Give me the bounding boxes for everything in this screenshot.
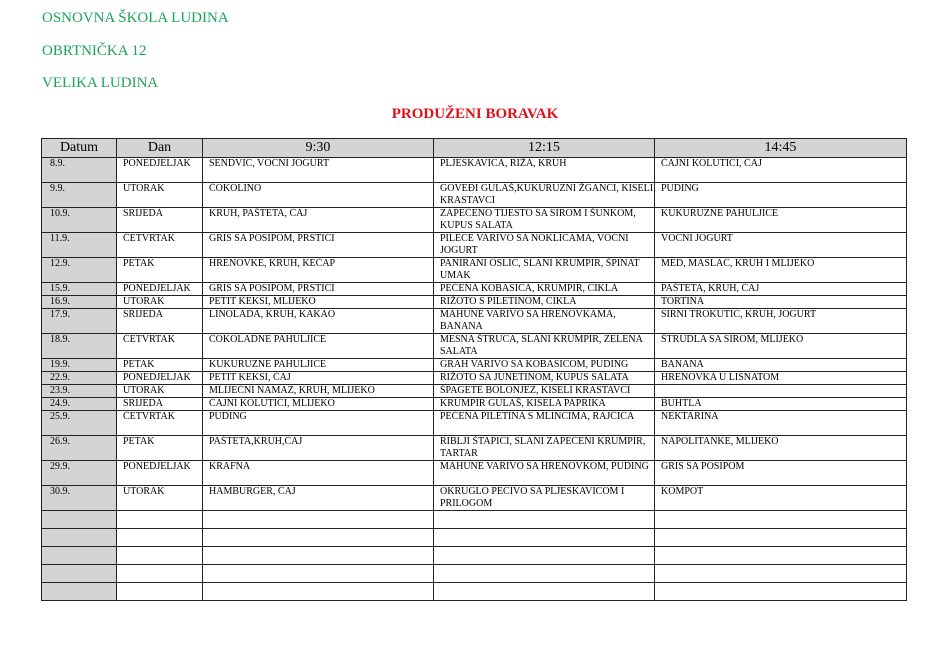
- column-header-day: Dan: [117, 139, 203, 158]
- table-row: [42, 233, 907, 258]
- day-cell: UTORAK: [117, 296, 203, 309]
- meal-1445-cell: SIRNI TROKUTIĆ, KRUH, JOGURT: [655, 309, 907, 334]
- meal-0930-cell: PETIT KEKSI, MLIJEKO: [203, 296, 434, 309]
- meal-1215-cell: [434, 547, 655, 565]
- meal-1215-cell: [434, 565, 655, 583]
- table-row: [42, 547, 907, 565]
- date-cell: 19.9.: [42, 359, 117, 372]
- table-row: [42, 411, 907, 436]
- meal-0930-cell: GRIS SA POSIPOM, PRSTIĆI: [203, 233, 434, 258]
- meal-1215-cell: PLJESKAVICA, RIŽA, KRUH: [434, 158, 655, 183]
- column-header-1215: 12:15: [434, 139, 655, 158]
- table-row: [42, 359, 907, 372]
- meal-1445-cell: TORTINA: [655, 296, 907, 309]
- day-cell: [117, 529, 203, 547]
- date-cell: [42, 547, 117, 565]
- meal-0930-cell: PUDING: [203, 411, 434, 436]
- date-cell: [42, 511, 117, 529]
- meal-1445-cell: HRENOVKA U LISNATOM: [655, 372, 907, 385]
- menu-table-body: [42, 158, 907, 601]
- meal-1215-cell: PEČENA PILETINA S MLINCIMA, RAJČICA: [434, 411, 655, 436]
- meal-1215-cell: MAHUNE VARIVO SA HRENOVKOM, PUDING: [434, 461, 655, 486]
- meal-0930-cell: [203, 529, 434, 547]
- date-cell: 17.9.: [42, 309, 117, 334]
- table-row: [42, 334, 907, 359]
- meal-0930-cell: ČAJNI KOLUTIĆI, MLIJEKO: [203, 398, 434, 411]
- table-row: [42, 283, 907, 296]
- meal-0930-cell: KRUH, PAŠTETA, ČAJ: [203, 208, 434, 233]
- table-row: [42, 258, 907, 283]
- meal-0930-cell: [203, 547, 434, 565]
- meal-0930-cell: [203, 565, 434, 583]
- table-row: [42, 296, 907, 309]
- meal-0930-cell: [203, 583, 434, 601]
- date-cell: [42, 565, 117, 583]
- meal-1215-cell: MESNA ŠTRUCA, SLANI KRUMPIR, ZELENA SALATA: [434, 334, 655, 359]
- date-cell: [42, 583, 117, 601]
- day-cell: PONEDJELJAK: [117, 461, 203, 486]
- meal-1445-cell: KOMPOT: [655, 486, 907, 511]
- meal-1445-cell: NEKTARINA: [655, 411, 907, 436]
- date-cell: 8.9.: [42, 158, 117, 183]
- day-cell: [117, 511, 203, 529]
- table-row: [42, 436, 907, 461]
- table-row: [42, 372, 907, 385]
- menu-table: [41, 138, 907, 601]
- date-cell: 18.9.: [42, 334, 117, 359]
- day-cell: SRIJEDA: [117, 309, 203, 334]
- column-header-1445: 14:45: [655, 139, 907, 158]
- day-cell: ČETVRTAK: [117, 334, 203, 359]
- meal-0930-cell: PAŠTETA,KRUH,ČAJ: [203, 436, 434, 461]
- meal-0930-cell: HAMBURGER, ČAJ: [203, 486, 434, 511]
- day-cell: PONEDJELJAK: [117, 283, 203, 296]
- meal-1445-cell: [655, 565, 907, 583]
- meal-1445-cell: MED, MASLAC, KRUH I MLIJEKO: [655, 258, 907, 283]
- date-cell: 26.9.: [42, 436, 117, 461]
- date-cell: 30.9.: [42, 486, 117, 511]
- column-header-0930: 9:30: [203, 139, 434, 158]
- date-cell: 11.9.: [42, 233, 117, 258]
- meal-1215-cell: ZAPEČENO TIJESTO SA SIROM I ŠUNKOM, KUPUS SALATA: [434, 208, 655, 233]
- meal-1215-cell: RIŽOTO S PILETINOM, CIKLA: [434, 296, 655, 309]
- day-cell: PETAK: [117, 436, 203, 461]
- meal-0930-cell: ČOKOLINO: [203, 183, 434, 208]
- meal-1445-cell: PUDING: [655, 183, 907, 208]
- meal-1215-cell: GRAH VARIVO SA KOBASICOM, PUDING: [434, 359, 655, 372]
- meal-1215-cell: KRUMPIR GULAŠ, KISELA PAPRIKA: [434, 398, 655, 411]
- school-city: VELIKA LUDINA: [42, 75, 159, 91]
- date-cell: 15.9.: [42, 283, 117, 296]
- day-cell: UTORAK: [117, 183, 203, 208]
- meal-1215-cell: MAHUNE VARIVO SA HRENOVKAMA, BANANA: [434, 309, 655, 334]
- meal-1215-cell: PANIRANI OSLIĆ, SLANI KRUMPIR, ŠPINAT UMAK: [434, 258, 655, 283]
- meal-0930-cell: MLIJEČNI NAMAZ, KRUH, MLIJEKO: [203, 385, 434, 398]
- meal-1215-cell: RIBLJI ŠTAPIĆI, SLANI ZAPEČENI KRUMPIR, TARTAR: [434, 436, 655, 461]
- meal-0930-cell: PETIT KEKSI, ČAJ: [203, 372, 434, 385]
- table-row: [42, 461, 907, 486]
- meal-1215-cell: [434, 583, 655, 601]
- meal-1445-cell: [655, 583, 907, 601]
- meal-1445-cell: VOĆNI JOGURT: [655, 233, 907, 258]
- meal-1445-cell: [655, 529, 907, 547]
- table-row: [42, 583, 907, 601]
- meal-1215-cell: RIŽOTO SA JUNETINOM, KUPUS SALATA: [434, 372, 655, 385]
- day-cell: PETAK: [117, 258, 203, 283]
- meal-0930-cell: ČOKOLADNE PAHULJICE: [203, 334, 434, 359]
- day-cell: ČETVRTAK: [117, 411, 203, 436]
- day-cell: PONEDJELJAK: [117, 158, 203, 183]
- date-cell: 10.9.: [42, 208, 117, 233]
- date-cell: [42, 529, 117, 547]
- school-name: OSNOVNA ŠKOLA LUDINA: [42, 10, 229, 26]
- table-row: [42, 529, 907, 547]
- day-cell: SRIJEDA: [117, 398, 203, 411]
- date-cell: 29.9.: [42, 461, 117, 486]
- day-cell: ČETVRTAK: [117, 233, 203, 258]
- date-cell: 9.9.: [42, 183, 117, 208]
- table-row: [42, 398, 907, 411]
- meal-1215-cell: [434, 529, 655, 547]
- table-row: [42, 385, 907, 398]
- table-row: [42, 183, 907, 208]
- meal-0930-cell: LINOLADA, KRUH, KAKAO: [203, 309, 434, 334]
- meal-0930-cell: HRENOVKE, KRUH, KEČAP: [203, 258, 434, 283]
- meal-1445-cell: KUKURUZNE PAHULJICE: [655, 208, 907, 233]
- meal-1215-cell: PEČENA KOBASICA, KRUMPIR, CIKLA: [434, 283, 655, 296]
- meal-1445-cell: NAPOLITANKE, MLIJEKO: [655, 436, 907, 461]
- table-row: [42, 565, 907, 583]
- day-cell: PETAK: [117, 359, 203, 372]
- meal-1445-cell: BANANA: [655, 359, 907, 372]
- table-row: [42, 208, 907, 233]
- day-cell: PONEDJELJAK: [117, 372, 203, 385]
- date-cell: 12.9.: [42, 258, 117, 283]
- meal-1215-cell: GOVEĐI GULAŠ,KUKURUZNI ŽGANCI, KISELI KRASTAVCI: [434, 183, 655, 208]
- meal-0930-cell: SENDVIČ, VOĆNI JOGURT: [203, 158, 434, 183]
- document-title: PRODUŽENI BORAVAK: [391, 106, 559, 122]
- day-cell: UTORAK: [117, 385, 203, 398]
- column-header-date: Datum: [42, 139, 117, 158]
- meal-1445-cell: [655, 385, 907, 398]
- table-row: [42, 309, 907, 334]
- day-cell: [117, 547, 203, 565]
- meal-1445-cell: PAŠTETA, KRUH, ČAJ: [655, 283, 907, 296]
- meal-1445-cell: BUHTLA: [655, 398, 907, 411]
- date-cell: 16.9.: [42, 296, 117, 309]
- school-street: OBRTNIČKA 12: [42, 43, 147, 59]
- day-cell: SRIJEDA: [117, 208, 203, 233]
- table-header-row: [42, 139, 907, 158]
- date-cell: 22.9.: [42, 372, 117, 385]
- meal-1215-cell: OKRUGLO PECIVO SA PLJESKAVICOM I PRILOGOM: [434, 486, 655, 511]
- meal-1445-cell: ČAJNI KOLUTIĆI, ČAJ: [655, 158, 907, 183]
- date-cell: 23.9.: [42, 385, 117, 398]
- table-row: [42, 511, 907, 529]
- meal-0930-cell: [203, 511, 434, 529]
- table-row: [42, 158, 907, 183]
- day-cell: [117, 565, 203, 583]
- meal-1215-cell: [434, 511, 655, 529]
- date-cell: 25.9.: [42, 411, 117, 436]
- day-cell: UTORAK: [117, 486, 203, 511]
- table-row: [42, 486, 907, 511]
- meal-0930-cell: KUKURUZNE PAHULJICE: [203, 359, 434, 372]
- meal-1445-cell: [655, 511, 907, 529]
- meal-0930-cell: GRIS SA POSIPOM, PRSTIĆI: [203, 283, 434, 296]
- date-cell: 24.9.: [42, 398, 117, 411]
- meal-1215-cell: ŠPAGETE BOLONJEZ, KISELI KRASTAVCI: [434, 385, 655, 398]
- meal-0930-cell: KRAFNA: [203, 461, 434, 486]
- day-cell: [117, 583, 203, 601]
- meal-1445-cell: [655, 547, 907, 565]
- meal-1445-cell: GRIS SA POSIPOM: [655, 461, 907, 486]
- meal-1215-cell: PILEĆE VARIVO SA NOKLICAMA, VOĆNI JOGURT: [434, 233, 655, 258]
- meal-1445-cell: ŠTRUDLA SA SIROM, MLIJEKO: [655, 334, 907, 359]
